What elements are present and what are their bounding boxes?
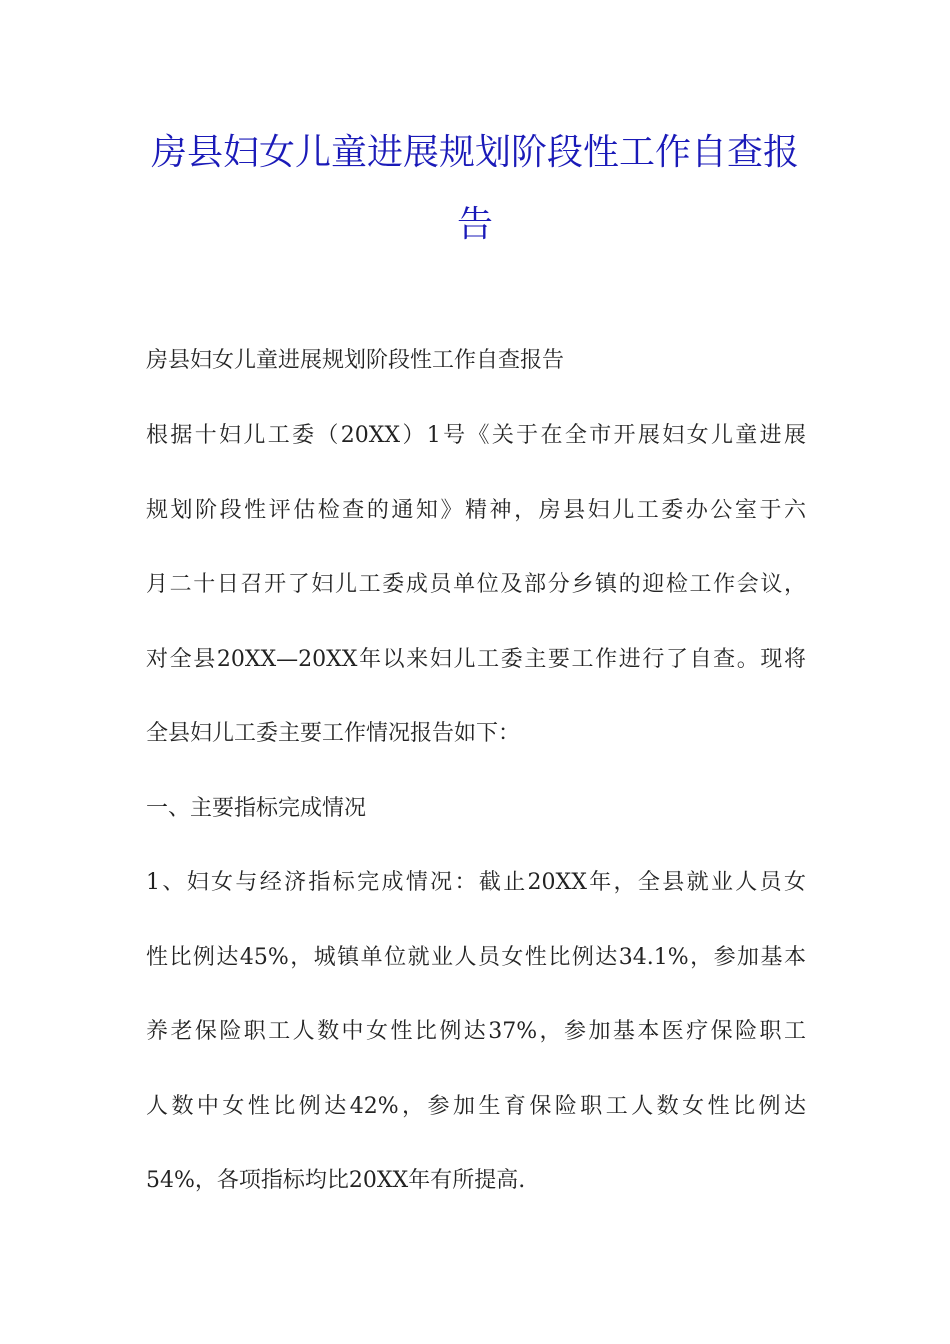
section-heading: 一、主要指标完成情况 bbox=[146, 796, 367, 821]
paragraph-line: 54%，各项指标均比20XX年有所提高. bbox=[146, 1168, 526, 1193]
paragraph-line: 根据十妇儿工委（20XX）1号《关于在全市开展妇女儿童进展 bbox=[146, 423, 806, 448]
paragraph-line: 1、妇女与经济指标完成情况：截止20XX年，全县就业人员女 bbox=[146, 870, 806, 895]
report-subtitle: 房县妇女儿童进展规划阶段性工作自查报告 bbox=[146, 348, 565, 373]
paragraph-line: 规划阶段性评估检查的通知》精神，房县妇儿工委办公室于六 bbox=[146, 498, 806, 523]
document-title-line-1: 房县妇女儿童进展规划阶段性工作自查报 bbox=[150, 132, 799, 173]
paragraph-line: 人数中女性比例达42%，参加生育保险职工人数女性比例达 bbox=[146, 1094, 806, 1119]
paragraph-line: 性比例达45%，城镇单位就业人员女性比例达34.1%，参加基本 bbox=[146, 945, 806, 970]
document-title-line-2: 告 bbox=[456, 204, 493, 245]
paragraph-line: 月二十日召开了妇儿工委成员单位及部分乡镇的迎检工作会议， bbox=[146, 572, 806, 597]
paragraph-line: 全县妇儿工委主要工作情况报告如下： bbox=[146, 721, 521, 746]
paragraph-line: 养老保险职工人数中女性比例达37%，参加基本医疗保险职工 bbox=[146, 1019, 806, 1044]
paragraph-line: 对全县20XX—20XX年以来妇儿工委主要工作进行了自查。现将 bbox=[146, 647, 806, 672]
